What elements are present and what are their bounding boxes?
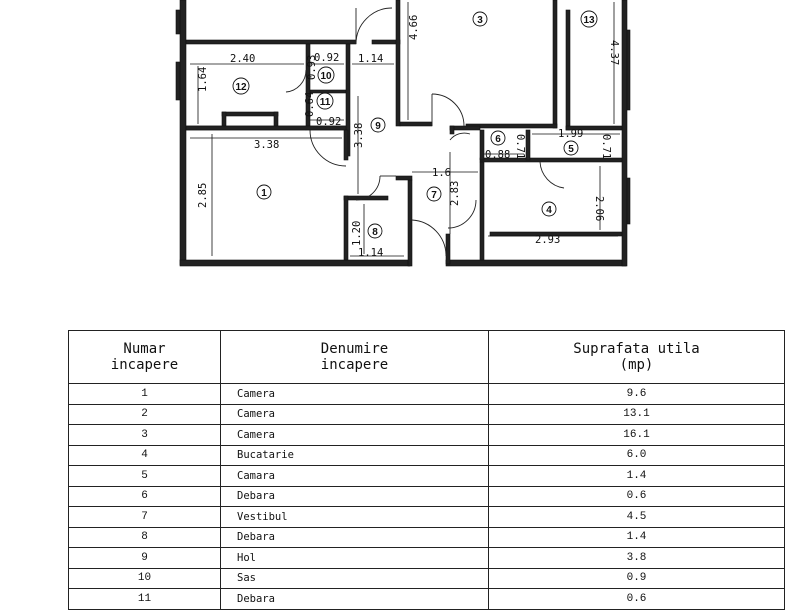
cell-room-number: 7 bbox=[69, 507, 221, 528]
header-room-number bbox=[69, 331, 221, 384]
room-label-13 bbox=[581, 11, 597, 27]
cell-room-name: Hol bbox=[221, 548, 489, 569]
cell-room-name: Camera bbox=[221, 384, 489, 405]
dim-2-85: 2.85 bbox=[197, 182, 209, 208]
dim-1-14-top: 1.14 bbox=[358, 53, 384, 65]
door-swings bbox=[286, 8, 564, 256]
cell-room-name: Camera bbox=[221, 404, 489, 425]
svg-text:5: 5 bbox=[568, 144, 574, 155]
cell-room-name: Vestibul bbox=[221, 507, 489, 528]
table-row bbox=[69, 527, 785, 548]
svg-text:13: 13 bbox=[583, 15, 595, 26]
svg-text:3: 3 bbox=[477, 15, 483, 26]
cell-room-number: 6 bbox=[69, 486, 221, 507]
room-label-1 bbox=[257, 185, 271, 199]
room-area-table bbox=[68, 330, 785, 610]
table-row bbox=[69, 425, 785, 446]
table-row bbox=[69, 548, 785, 569]
cell-room-name: Camera bbox=[221, 425, 489, 446]
dim-4-66: 4.66 bbox=[408, 14, 420, 40]
svg-text:11: 11 bbox=[319, 97, 331, 108]
cell-room-number: 2 bbox=[69, 404, 221, 425]
cell-room-area: 1.4 bbox=[489, 527, 785, 548]
svg-text:7: 7 bbox=[431, 190, 437, 201]
table-row bbox=[69, 384, 785, 405]
dim-1-64: 1.64 bbox=[197, 66, 209, 92]
cell-room-area: 6.0 bbox=[489, 445, 785, 466]
dim-0-92-b: 0.92 bbox=[316, 116, 342, 128]
cell-room-number: 9 bbox=[69, 548, 221, 569]
table-row bbox=[69, 568, 785, 589]
dim-3-38-top: 3.38 bbox=[254, 139, 280, 151]
svg-text:10: 10 bbox=[320, 71, 332, 82]
cell-room-area: 9.6 bbox=[489, 384, 785, 405]
cell-room-name: Bucatarie bbox=[221, 445, 489, 466]
header-room-number-line1: Numar bbox=[123, 341, 166, 357]
room-label-11 bbox=[317, 93, 333, 109]
table-row bbox=[69, 445, 785, 466]
table-header-row bbox=[69, 331, 785, 384]
cell-room-name: Debara bbox=[221, 486, 489, 507]
cell-room-area: 13.1 bbox=[489, 404, 785, 425]
table-row bbox=[69, 466, 785, 487]
cell-room-area: 0.6 bbox=[489, 589, 785, 610]
header-usable-area-line2: (mp) bbox=[619, 357, 654, 373]
svg-text:9: 9 bbox=[375, 121, 381, 132]
room-label-5 bbox=[564, 141, 578, 155]
cell-room-name: Camara bbox=[221, 466, 489, 487]
cell-room-area: 0.6 bbox=[489, 486, 785, 507]
room-label-6 bbox=[491, 131, 505, 145]
dim-2-40: 2.40 bbox=[230, 53, 256, 65]
room-label-9 bbox=[371, 118, 385, 132]
header-room-name-line2: incapere bbox=[320, 357, 389, 373]
cell-room-area: 16.1 bbox=[489, 425, 785, 446]
svg-text:6: 6 bbox=[495, 134, 501, 145]
cell-room-name: Sas bbox=[221, 568, 489, 589]
dim-1-6: 1.6 bbox=[432, 167, 451, 179]
dim-2-83: 2.83 bbox=[449, 180, 461, 206]
svg-text:8: 8 bbox=[372, 227, 378, 238]
dim-0-71-a: 0.71 bbox=[514, 134, 526, 160]
dim-0-71-b: 0.71 bbox=[600, 134, 612, 160]
header-room-name bbox=[221, 331, 489, 384]
cell-room-area: 3.8 bbox=[489, 548, 785, 569]
cell-room-name: Debara bbox=[221, 589, 489, 610]
svg-text:4: 4 bbox=[546, 205, 552, 216]
cell-room-number: 1 bbox=[69, 384, 221, 405]
room-area-table-container bbox=[68, 330, 784, 610]
cell-room-number: 8 bbox=[69, 527, 221, 548]
dim-2-06: 2.06 bbox=[593, 196, 605, 222]
dim-0-88: 0.88 bbox=[485, 149, 511, 161]
table-row bbox=[69, 507, 785, 528]
table-row bbox=[69, 589, 785, 610]
room-label-10 bbox=[318, 67, 334, 83]
table-row bbox=[69, 486, 785, 507]
room-label-8 bbox=[368, 224, 382, 238]
cell-room-number: 3 bbox=[69, 425, 221, 446]
dim-1-99: 1.99 bbox=[558, 128, 584, 140]
header-room-name-line1: Denumire bbox=[320, 341, 389, 357]
header-usable-area-line1: Suprafata utila bbox=[573, 341, 700, 357]
dim-0-92-a: 0.92 bbox=[314, 52, 340, 64]
dim-4-37: 4.37 bbox=[608, 40, 620, 66]
dim-0-93: 0.93 bbox=[306, 54, 318, 80]
cell-room-number: 5 bbox=[69, 466, 221, 487]
svg-text:12: 12 bbox=[235, 82, 247, 93]
cell-room-number: 11 bbox=[69, 589, 221, 610]
dim-0-64: 0.64 bbox=[304, 91, 316, 117]
table-row bbox=[69, 404, 785, 425]
cell-room-number: 10 bbox=[69, 568, 221, 589]
dim-1-14-bot: 1.14 bbox=[358, 247, 384, 259]
room-label-7 bbox=[427, 187, 441, 201]
dim-3-38-hall: 3.38 bbox=[353, 122, 365, 148]
cell-room-area: 1.4 bbox=[489, 466, 785, 487]
room-label-12 bbox=[233, 78, 249, 94]
dim-1-20: 1.20 bbox=[351, 220, 363, 246]
header-room-number-line2: incapere bbox=[110, 357, 179, 373]
header-usable-area bbox=[489, 331, 785, 384]
room-label-4 bbox=[542, 202, 556, 216]
room-label-3 bbox=[473, 12, 487, 26]
dim-2-93: 2.93 bbox=[535, 234, 561, 246]
cell-room-area: 0.9 bbox=[489, 568, 785, 589]
cell-room-area: 4.5 bbox=[489, 507, 785, 528]
cell-room-number: 4 bbox=[69, 445, 221, 466]
svg-text:1: 1 bbox=[261, 188, 267, 199]
cell-room-name: Debara bbox=[221, 527, 489, 548]
